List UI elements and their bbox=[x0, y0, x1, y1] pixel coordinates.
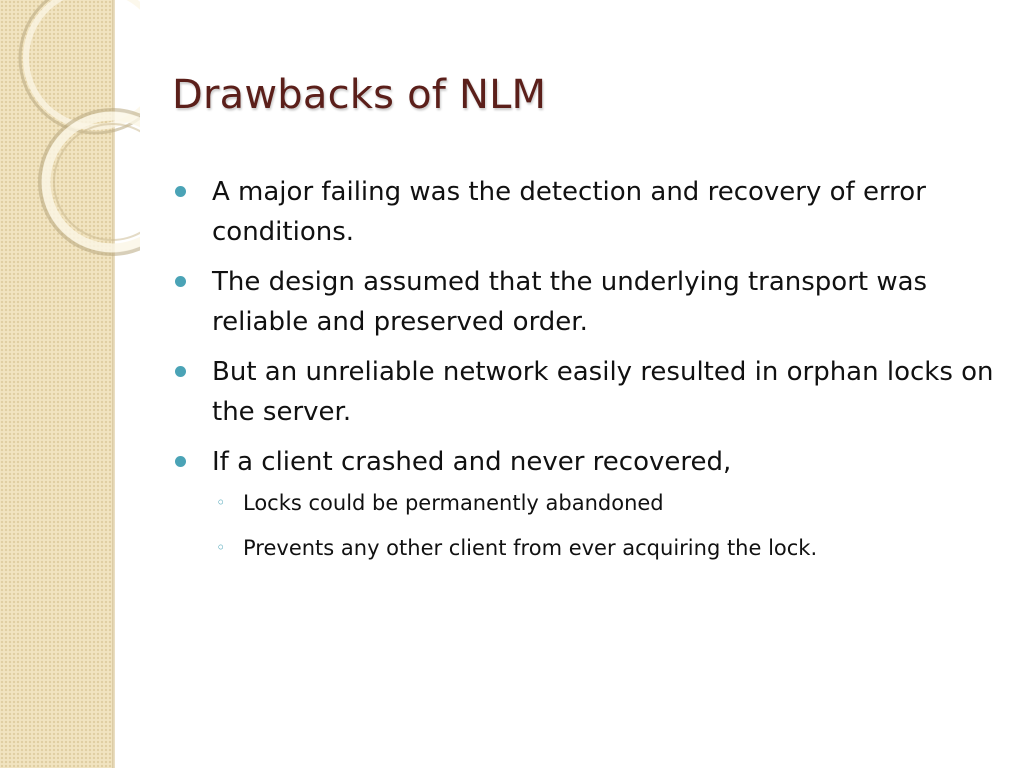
bullet-dot-icon bbox=[175, 366, 186, 377]
bullet-text: But an unreliable network easily resulted in orphan locks on the server. bbox=[212, 357, 994, 427]
bullet-dot-icon bbox=[175, 456, 186, 467]
decorative-rings-icon bbox=[0, 0, 140, 260]
bullet-text: The design assumed that the underlying transport was reliable and preserved order. bbox=[212, 267, 928, 337]
bullet-dot-icon bbox=[175, 276, 186, 287]
bullet-item bbox=[175, 442, 1005, 482]
hollow-circle-bullet-icon: ◦ bbox=[216, 493, 226, 512]
sub-bullet-item bbox=[175, 486, 1005, 520]
slide-title: Drawbacks of NLM bbox=[172, 72, 547, 118]
bullet-item bbox=[175, 262, 1005, 342]
sub-bullet-text: Prevents any other client from ever acquiring the lock. bbox=[243, 536, 818, 560]
bullet-text: If a client crashed and never recovered, bbox=[212, 447, 732, 477]
bullet-dot-icon bbox=[175, 186, 186, 197]
bullet-text: A major failing was the detection and recovery of error conditions. bbox=[212, 177, 926, 247]
sub-bullet-text: Locks could be permanently abandoned bbox=[243, 491, 664, 515]
slide-content bbox=[175, 172, 1005, 576]
hollow-circle-bullet-icon: ◦ bbox=[216, 538, 226, 557]
bullet-item bbox=[175, 172, 1005, 252]
sub-bullet-list bbox=[175, 486, 1005, 565]
bullet-list bbox=[175, 172, 1005, 482]
bullet-item bbox=[175, 352, 1005, 432]
sub-bullet-item bbox=[175, 531, 1005, 565]
